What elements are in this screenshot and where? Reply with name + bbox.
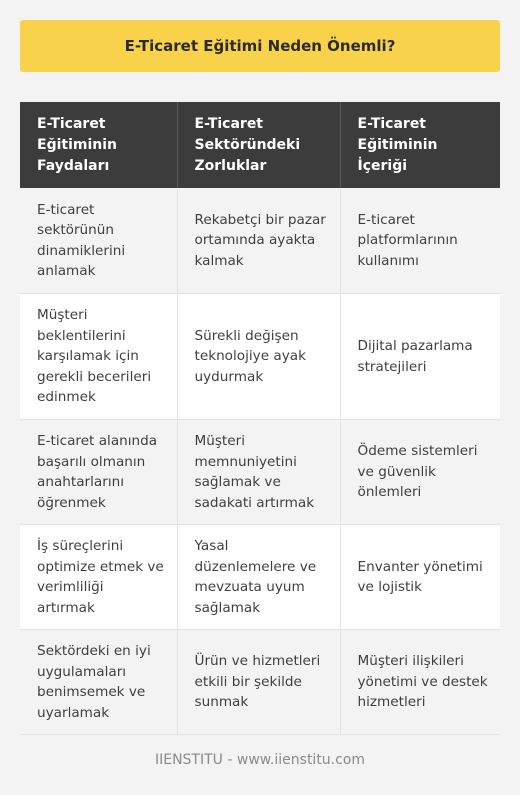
- table-row: [20, 630, 500, 735]
- page-title: E-Ticaret Eğitimi Neden Önemli?: [124, 37, 396, 55]
- footer-credit: IIENSTITU - www.iienstitu.com: [154, 752, 366, 768]
- table-cell: Rekabetçi bir pazar ortamında ayakta kalmak: [177, 188, 340, 294]
- table-cell: Ödeme sistemleri ve güvenlik önlemleri: [340, 420, 500, 525]
- column-header-content: E-Ticaret Eğitiminin İçeriği: [340, 102, 500, 188]
- comparison-table: [20, 102, 500, 735]
- table-cell: Sürekli değişen teknolojiye ayak uydurmak: [177, 294, 340, 420]
- column-header-benefits: E-Ticaret Eğitiminin Faydaları: [20, 102, 177, 188]
- table-cell: Müşteri beklentilerini karşılamak için gerekli becerileri edinmek: [20, 294, 177, 420]
- table-row: [20, 525, 500, 630]
- table-cell: Müşteri ilişkileri yönetimi ve destek hizmetleri: [340, 630, 500, 735]
- table-cell: E-ticaret alanında başarılı olmanın anahtarlarını öğrenmek: [20, 420, 177, 525]
- table-cell: Yasal düzenlemelere ve mevzuata uyum sağlamak: [177, 525, 340, 630]
- table-header-row: [20, 102, 500, 188]
- column-header-challenges: E-Ticaret Sektöründeki Zorluklar: [177, 102, 340, 188]
- table-cell: Sektördeki en iyi uygulamaları benimsemek ve uyarlamak: [20, 630, 177, 735]
- table-cell: E-ticaret platformlarının kullanımı: [340, 188, 500, 294]
- table-row: [20, 420, 500, 525]
- page-title-banner: [20, 20, 500, 72]
- table-row: [20, 294, 500, 420]
- table-cell: Envanter yönetimi ve lojistik: [340, 525, 500, 630]
- table-cell: Dijital pazarlama stratejileri: [340, 294, 500, 420]
- table-cell: İş süreçlerini optimize etmek ve verimliliği artırmak: [20, 525, 177, 630]
- table-cell: Ürün ve hizmetleri etkili bir şekilde sunmak: [177, 630, 340, 735]
- table-cell: Müşteri memnuniyetini sağlamak ve sadakati artırmak: [177, 420, 340, 525]
- table-row: [20, 188, 500, 294]
- table-cell: E-ticaret sektörünün dinamiklerini anlamak: [20, 188, 177, 294]
